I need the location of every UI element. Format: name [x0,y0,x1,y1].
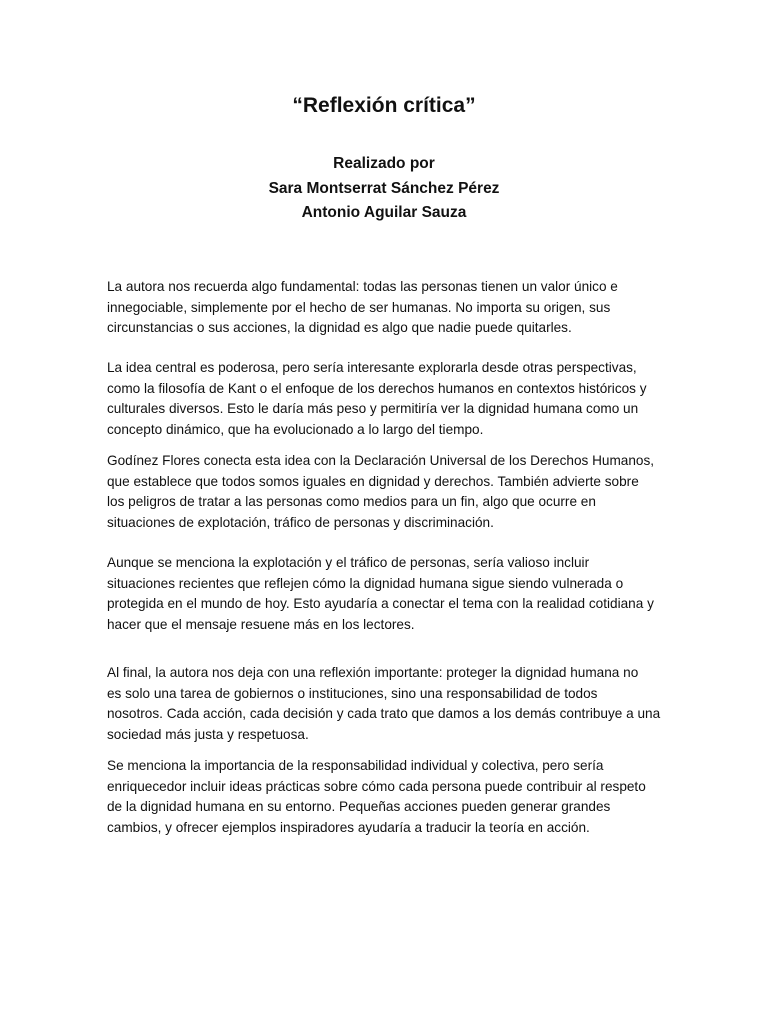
text-line: nosotros. Cada acción, cada decisión y cada trato que damos a los demás contribuye a una [107,706,661,722]
paragraph [107,553,667,635]
paragraph [107,451,667,533]
text-line: es solo una tarea de gobiernos o instituciones, sino una responsabilidad de todos [107,685,598,701]
text-line: Al final, la autora nos deja con una reflexión importante: proteger la dignidad humana no [107,665,639,680]
text-line: concepto dinámico, que ha evolucionado a lo largo del tiempo. [107,421,484,437]
text-line: como la filosofía de Kant o el enfoque de los derechos humanos en contextos históricos y [107,380,647,396]
byline-label: Realizado por [333,155,435,172]
text-line: La autora nos recuerda algo fundamental: todas las personas tienen un valor único e [107,279,618,294]
paragraph [107,663,667,745]
text-line: La idea central es poderosa, pero sería interesante explorarla desde otras perspectivas, [107,360,637,375]
document-title: “Reflexión crítica” [292,94,476,117]
text-line: situaciones recientes que reflejen cómo la dignidad humana sigue siendo vulnerada o [107,575,624,591]
text-line: circunstancias o sus acciones, la dignidad es algo que nadie puede quitarles. [107,320,572,336]
text-line: de la dignidad humana en su entorno. Pequeñas acciones pueden generar grandes [107,799,611,815]
byline [0,152,768,226]
text-line: culturales diversos. Esto le daría más peso y permitiría ver la dignidad humana como un [107,401,639,417]
text-line: protegida en el mundo de hoy. Esto ayudaría a conectar el tema con la realidad cotidiana y [107,596,654,612]
text-line: cambios, y ofrecer ejemplos inspiradores ayudaría a traducir la teoría en acción. [107,819,590,835]
text-line: Godínez Flores conecta esta idea con la Declaración Universal de los Derechos Humanos, [107,453,655,468]
paragraph [107,277,667,339]
text-line: innegociable, simplemente por el hecho de ser humanas. No importa su origen, sus [107,299,611,315]
author-name: Antonio Aguilar Sauza [301,204,467,221]
text-line: Aunque se menciona la explotación y el tráfico de personas, sería valioso incluir [107,555,590,570]
text-line: hacer que el mensaje resuene más en los lectores. [107,616,415,632]
paragraph [107,358,667,440]
text-line: enriquecedor incluir ideas prácticas sobre cómo cada persona puede contribuir al respeto [107,778,646,794]
text-line: situaciones de explotación, tráfico de personas y discriminación. [107,514,494,530]
paragraph [107,756,667,838]
text-line: los peligros de tratar a las personas como medios para un fin, algo que ocurre en [107,494,596,510]
text-line: sociedad más justa y respetuosa. [107,726,309,742]
author-name: Sara Montserrat Sánchez Pérez [268,179,500,197]
text-line: Se menciona la importancia de la responsabilidad individual y colectiva, pero sería [107,758,604,773]
text-line: que establece que todos somos iguales en dignidad y derechos. También advierte sobre [107,473,639,489]
